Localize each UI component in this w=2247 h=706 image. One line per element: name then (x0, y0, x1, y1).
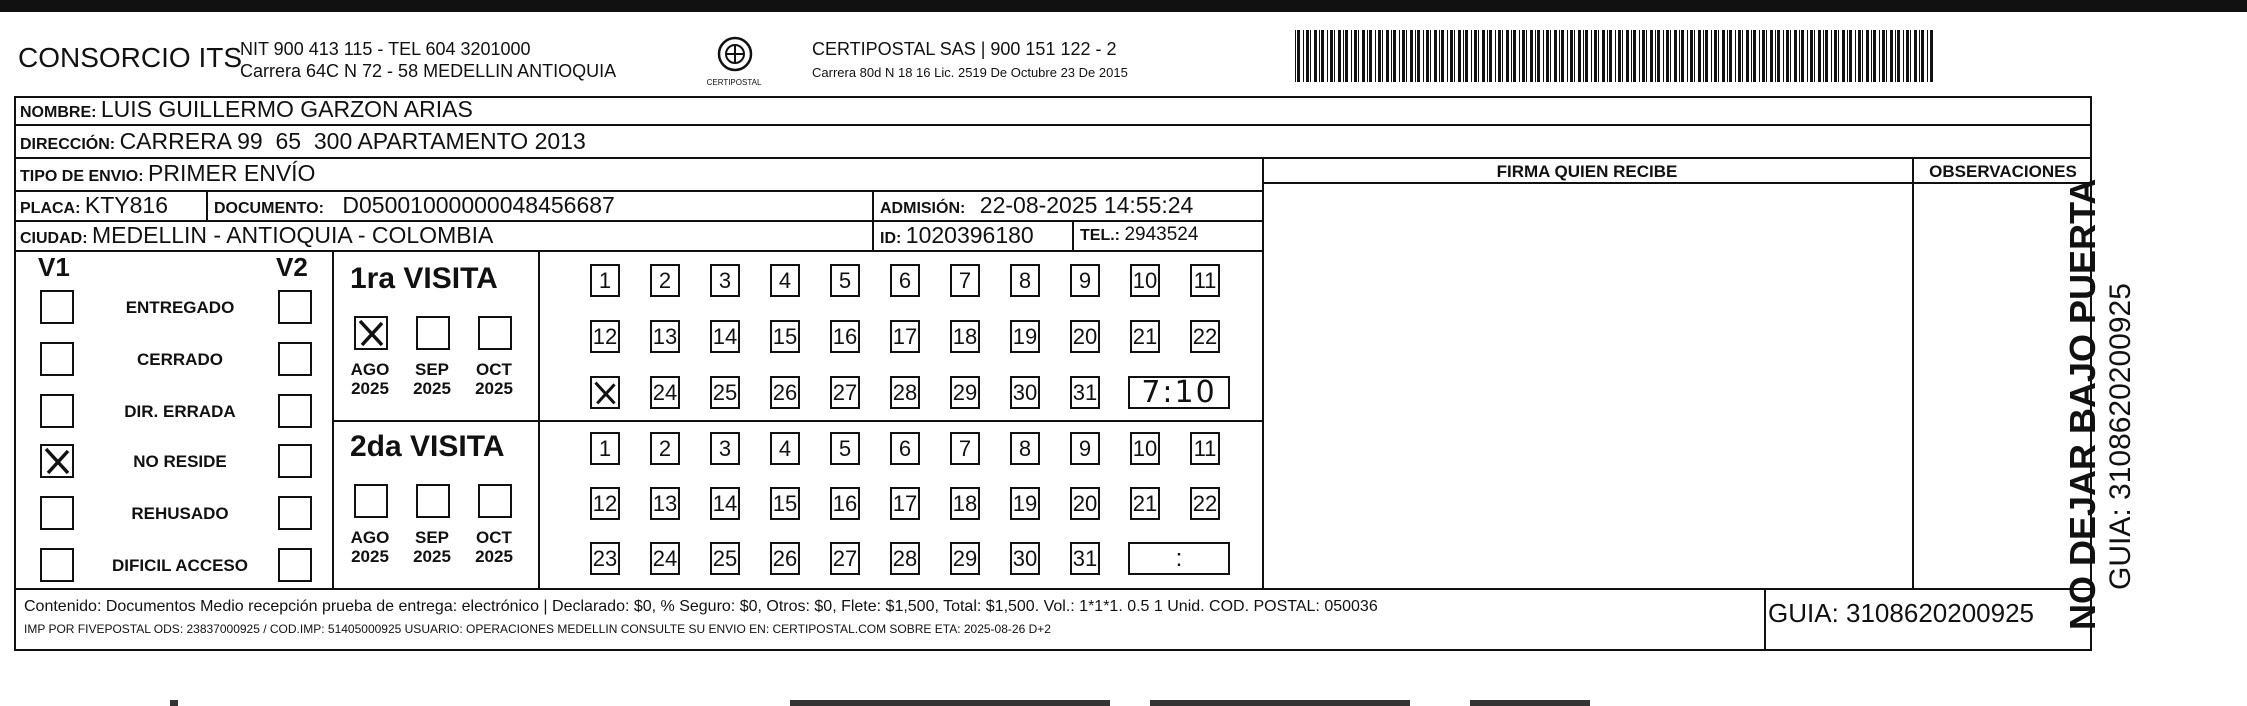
visit2-day-3[interactable] (710, 432, 740, 465)
address-line: Carrera 64C N 72 - 58 MEDELLIN ANTIOQUIA (240, 61, 617, 81)
v2-checkbox-cerrado[interactable] (278, 342, 312, 376)
tipo-value: PRIMER ENVÍO (148, 160, 316, 186)
certipostal-address: Carrera 80d N 18 16 Lic. 2519 De Octubre 23 De 2015 (812, 65, 1128, 80)
certipostal-info (812, 38, 1128, 84)
month-name: SEP (414, 528, 450, 547)
id-label: ID: (880, 230, 902, 247)
day-number: 25 (712, 379, 738, 405)
day-number: 2 (658, 435, 672, 461)
firma-header: FIRMA QUIEN RECIBE (1496, 162, 1678, 181)
visit1-day-7[interactable] (950, 264, 980, 297)
month-year: 2025 (351, 547, 389, 566)
status-label-cerrado: CERRADO (137, 350, 223, 369)
day-number: 29 (952, 379, 978, 405)
month-year: 2025 (475, 379, 513, 398)
visit1-day-4[interactable] (770, 264, 800, 297)
day-number: 22 (1192, 323, 1218, 349)
visit1-day-27[interactable] (830, 376, 860, 409)
day-number: 12 (592, 490, 618, 516)
visit2-day-15[interactable] (770, 487, 800, 520)
footer-imp: IMP POR FIVEPOSTAL ODS: 23837000925 / COD.IMP: 51405000925 USUARIO: OPERACIONES MEDELLIN CONSULTE SU ENVIO EN: CERTIPOSTAL.COM SOBRE ETA: 2025-08-26 D+2 (24, 622, 1051, 636)
visit2-day-25[interactable] (710, 542, 740, 575)
visit1-day-30[interactable] (1010, 376, 1040, 409)
day-number: 1 (598, 435, 612, 461)
visit1-day-3[interactable] (710, 264, 740, 297)
day-number: 29 (952, 545, 978, 571)
visit1-day-9[interactable] (1070, 264, 1100, 297)
day-number: 5 (838, 267, 852, 293)
day-number: 8 (1018, 267, 1032, 293)
visit2-day-17[interactable] (890, 487, 920, 520)
visit1-day-15[interactable] (770, 320, 800, 353)
visit2-day-2[interactable] (650, 432, 680, 465)
day-number: 27 (832, 545, 858, 571)
company-info (240, 38, 616, 82)
visit2-day-13[interactable] (650, 487, 680, 520)
v1-header: V1 (38, 252, 70, 282)
day-number: 17 (892, 490, 918, 516)
visit1-day-26[interactable] (770, 376, 800, 409)
visit2-month-box-ago[interactable] (354, 484, 388, 518)
row-divider (14, 157, 2092, 159)
visit2-time-value: : (1175, 544, 1183, 572)
visit2-title: 2da VISITA (350, 430, 505, 463)
tel-value: 2943524 (1124, 224, 1199, 245)
month-year: 2025 (475, 547, 513, 566)
visit1-day-10[interactable] (1130, 264, 1160, 297)
documento-value: D05001000000048456687 (342, 192, 615, 218)
documento-row (214, 192, 615, 219)
visit2-day-24[interactable] (650, 542, 680, 575)
tipo-row (20, 160, 315, 187)
day-number: 28 (892, 545, 918, 571)
day-number: 2 (658, 267, 672, 293)
day-number: 27 (832, 379, 858, 405)
visit1-day-20[interactable] (1070, 320, 1100, 353)
day-number: 21 (1132, 490, 1158, 516)
day-number: 31 (1072, 379, 1098, 405)
visit1-month-label (406, 360, 458, 398)
ciudad-row (20, 222, 493, 249)
v2-checkbox-entregado[interactable] (278, 290, 312, 324)
v1-checkbox-cerrado[interactable] (40, 342, 74, 376)
row-divider (1262, 182, 2092, 184)
day-number: 11 (1193, 267, 1217, 293)
day-number: 30 (1012, 545, 1038, 571)
month-name: OCT (476, 528, 512, 547)
visit1-day-24[interactable] (650, 376, 680, 409)
check-mark-icon (592, 378, 618, 408)
top-edge (0, 0, 2247, 12)
day-number: 31 (1072, 545, 1098, 571)
company-name: CONSORCIO ITS (18, 42, 243, 73)
nombre-label: NOMBRE: (20, 104, 97, 121)
direccion-label: DIRECCIÓN: (20, 136, 116, 153)
visit2-month-label (406, 528, 458, 566)
col-divider (538, 250, 540, 588)
day-number: 6 (898, 267, 912, 293)
check-mark-icon (356, 318, 386, 348)
col-divider (1912, 157, 1914, 588)
admision-label: ADMISIÓN: (880, 200, 966, 217)
visit2-day-6[interactable] (890, 432, 920, 465)
day-number: 24 (652, 545, 678, 571)
ciudad-label: CIUDAD: (20, 230, 88, 247)
visit2-month-label (344, 528, 396, 566)
row-divider (332, 420, 1262, 422)
day-number: 3 (718, 267, 732, 293)
day-number: 15 (772, 490, 798, 516)
day-number: 9 (1078, 435, 1092, 461)
visit1-day-31[interactable] (1070, 376, 1100, 409)
row-divider (14, 588, 2092, 590)
day-number: 5 (838, 435, 852, 461)
col-divider (1262, 157, 1264, 588)
day-number: 24 (652, 379, 678, 405)
day-number: 16 (832, 323, 858, 349)
placa-value: KTY816 (84, 192, 168, 218)
month-year: 2025 (351, 379, 389, 398)
month-name: OCT (476, 360, 512, 379)
direccion-value: CARRERA 99 65 300 APARTAMENTO 2013 (119, 128, 586, 154)
v2-checkbox-dificil-acceso[interactable] (278, 548, 312, 582)
v1-checkbox-entregado[interactable] (40, 290, 74, 324)
v2-checkbox-rehusado[interactable] (278, 496, 312, 530)
day-number: 26 (772, 379, 798, 405)
visit1-time[interactable] (1128, 376, 1230, 409)
certipostal-logo-icon (712, 34, 758, 80)
visit1-day-19[interactable] (1010, 320, 1040, 353)
visit2-day-1[interactable] (590, 432, 620, 465)
side-guia-text: GUIA: 3108620200925 (2104, 283, 2137, 590)
visit2-time[interactable] (1128, 542, 1230, 575)
visit2-day-20[interactable] (1070, 487, 1100, 520)
day-number: 20 (1072, 323, 1098, 349)
visit2-day-21[interactable] (1130, 487, 1160, 520)
v1-checkbox-rehusado[interactable] (40, 496, 74, 530)
day-number: 14 (712, 490, 738, 516)
status-label-dificil-acceso: DIFICIL ACCESO (111, 556, 248, 575)
v1-checkbox-no-reside[interactable] (40, 444, 74, 478)
id-value: 1020396180 (905, 222, 1034, 248)
visit2-day-9[interactable] (1070, 432, 1100, 465)
v2-header: V2 (276, 252, 308, 282)
status-label-entregado: ENTREGADO (125, 298, 235, 317)
row-divider (14, 250, 1262, 252)
nombre-value: LUIS GUILLERMO GARZON ARIAS (100, 96, 473, 122)
visit1-day-21[interactable] (1130, 320, 1160, 353)
visit1-day-28[interactable] (890, 376, 920, 409)
placa-label: PLACA: (20, 200, 81, 217)
visit2-day-30[interactable] (1010, 542, 1040, 575)
month-name: AGO (350, 360, 390, 379)
visit1-day-16[interactable] (830, 320, 860, 353)
tel-row (1080, 224, 1198, 246)
documento-label: DOCUMENTO: (214, 200, 324, 217)
visit2-day-27[interactable] (830, 542, 860, 575)
visit1-day-29[interactable] (950, 376, 980, 409)
day-number: 7 (958, 267, 972, 293)
visit1-day-14[interactable] (710, 320, 740, 353)
row-divider (14, 124, 2092, 126)
visit2-day-11[interactable] (1190, 432, 1220, 465)
day-number: 21 (1132, 323, 1158, 349)
month-name: SEP (414, 360, 450, 379)
month-year: 2025 (413, 547, 451, 566)
visit2-day-31[interactable] (1070, 542, 1100, 575)
nombre-row (20, 96, 473, 123)
month-year: 2025 (413, 379, 451, 398)
visit1-month-label (344, 360, 396, 398)
barcode (1295, 30, 1935, 82)
day-number: 7 (958, 435, 972, 461)
day-number: 18 (952, 323, 978, 349)
day-number: 10 (1132, 435, 1158, 461)
visit1-day-17[interactable] (890, 320, 920, 353)
status-label-no-reside: NO RESIDE (133, 452, 227, 471)
day-number: 23 (592, 545, 618, 571)
day-number: 15 (772, 323, 798, 349)
visit1-month-label (468, 360, 520, 398)
visit2-day-5[interactable] (830, 432, 860, 465)
day-number: 16 (832, 490, 858, 516)
visit1-month-box-oct[interactable] (478, 316, 512, 350)
admision-row (880, 192, 1193, 219)
day-number: 13 (652, 323, 678, 349)
day-number: 6 (898, 435, 912, 461)
visit1-day-13[interactable] (650, 320, 680, 353)
v1-checkbox-dir-errada[interactable] (40, 394, 74, 428)
v2-checkbox-no-reside[interactable] (278, 444, 312, 478)
side-notice (2062, 160, 2202, 630)
id-row (880, 222, 1034, 249)
v2-checkbox-dir-errada[interactable] (278, 394, 312, 428)
col-divider (206, 190, 208, 220)
bottom-scan-artifact (170, 700, 1770, 706)
status-label-rehusado: REHUSADO (131, 504, 229, 523)
nit-line: NIT 900 413 115 - TEL 604 3201000 (240, 39, 531, 59)
day-number: 13 (652, 490, 678, 516)
col-divider (332, 250, 334, 588)
check-mark-icon (42, 446, 72, 476)
day-number: 19 (1012, 490, 1038, 516)
visit1-day-18[interactable] (950, 320, 980, 353)
day-number: 14 (712, 323, 738, 349)
day-number: 19 (1012, 323, 1038, 349)
visit1-day-2[interactable] (650, 264, 680, 297)
observaciones-header: OBSERVACIONES (1929, 162, 2077, 181)
visit2-month-label (468, 528, 520, 566)
logo-text: CERTIPOSTAL (706, 78, 762, 87)
side-main-text: NO DEJAR BAJO PUERTA (2062, 178, 2103, 630)
visit2-day-19[interactable] (1010, 487, 1040, 520)
visit2-day-23[interactable] (590, 542, 620, 575)
day-number: 25 (712, 545, 738, 571)
day-number: 9 (1078, 267, 1092, 293)
direccion-row (20, 128, 586, 155)
visit2-day-10[interactable] (1130, 432, 1160, 465)
visit1-day-6[interactable] (890, 264, 920, 297)
day-number: 3 (718, 435, 732, 461)
visit1-day-5[interactable] (830, 264, 860, 297)
col-divider (1072, 220, 1074, 250)
day-number: 12 (592, 323, 618, 349)
visit1-day-25[interactable] (710, 376, 740, 409)
visit2-day-28[interactable] (890, 542, 920, 575)
visit1-day-23[interactable] (590, 376, 620, 409)
visit2-day-18[interactable] (950, 487, 980, 520)
footer-content: Contenido: Documentos Medio recepción prueba de entrega: electrónico | Declarado: $0, % Seguro: $0, Otros: $0, Flete: $1,500, Total: $1,500. Vol.: 1*1*1. 0.5 1 Unid. COD. POSTAL: 050036 (24, 598, 1378, 615)
placa-row (20, 192, 168, 219)
day-number: 18 (952, 490, 978, 516)
day-number: 11 (1193, 435, 1217, 461)
visit2-day-4[interactable] (770, 432, 800, 465)
day-number: 8 (1018, 435, 1032, 461)
day-number: 28 (892, 379, 918, 405)
visit2-month-box-oct[interactable] (478, 484, 512, 518)
admision-value: 22-08-2025 14:55:24 (979, 192, 1194, 218)
visit1-day-22[interactable] (1190, 320, 1220, 353)
day-number: 22 (1192, 490, 1218, 516)
ciudad-value: MEDELLIN - ANTIOQUIA - COLOMBIA (92, 222, 494, 248)
visit1-day-1[interactable] (590, 264, 620, 297)
visit1-day-8[interactable] (1010, 264, 1040, 297)
month-name: AGO (350, 528, 390, 547)
tel-label: TEL.: (1080, 227, 1120, 244)
visit1-day-12[interactable] (590, 320, 620, 353)
visit1-day-11[interactable] (1190, 264, 1220, 297)
visit2-day-7[interactable] (950, 432, 980, 465)
v1-checkbox-dificil-acceso[interactable] (40, 548, 74, 582)
day-number: 4 (778, 267, 792, 293)
visit1-month-box-sep[interactable] (416, 316, 450, 350)
certipostal-line: CERTIPOSTAL SAS | 900 151 122 - 2 (812, 39, 1117, 59)
visit1-month-box-ago[interactable] (354, 316, 388, 350)
visit2-day-22[interactable] (1190, 487, 1220, 520)
visit1-time-value: 7:10 (1141, 375, 1217, 410)
visit2-day-26[interactable] (770, 542, 800, 575)
col-divider (1764, 588, 1766, 651)
visit2-day-29[interactable] (950, 542, 980, 575)
visit2-day-8[interactable] (1010, 432, 1040, 465)
day-number: 30 (1012, 379, 1038, 405)
tipo-label: TIPO DE ENVIO: (20, 168, 144, 185)
col-divider (872, 190, 874, 250)
status-label-dir-errada: DIR. ERRADA (124, 402, 236, 421)
day-number: 26 (772, 545, 798, 571)
day-number: 10 (1132, 267, 1158, 293)
day-number: 17 (892, 323, 918, 349)
visit2-month-box-sep[interactable] (416, 484, 450, 518)
visit2-day-14[interactable] (710, 487, 740, 520)
visit2-day-16[interactable] (830, 487, 860, 520)
footer-guia: GUIA: 3108620200925 (1768, 598, 2034, 628)
visit1-title: 1ra VISITA (350, 262, 498, 295)
day-number: 1 (598, 267, 612, 293)
day-number: 20 (1072, 490, 1098, 516)
visit2-day-12[interactable] (590, 487, 620, 520)
day-number: 4 (778, 435, 792, 461)
